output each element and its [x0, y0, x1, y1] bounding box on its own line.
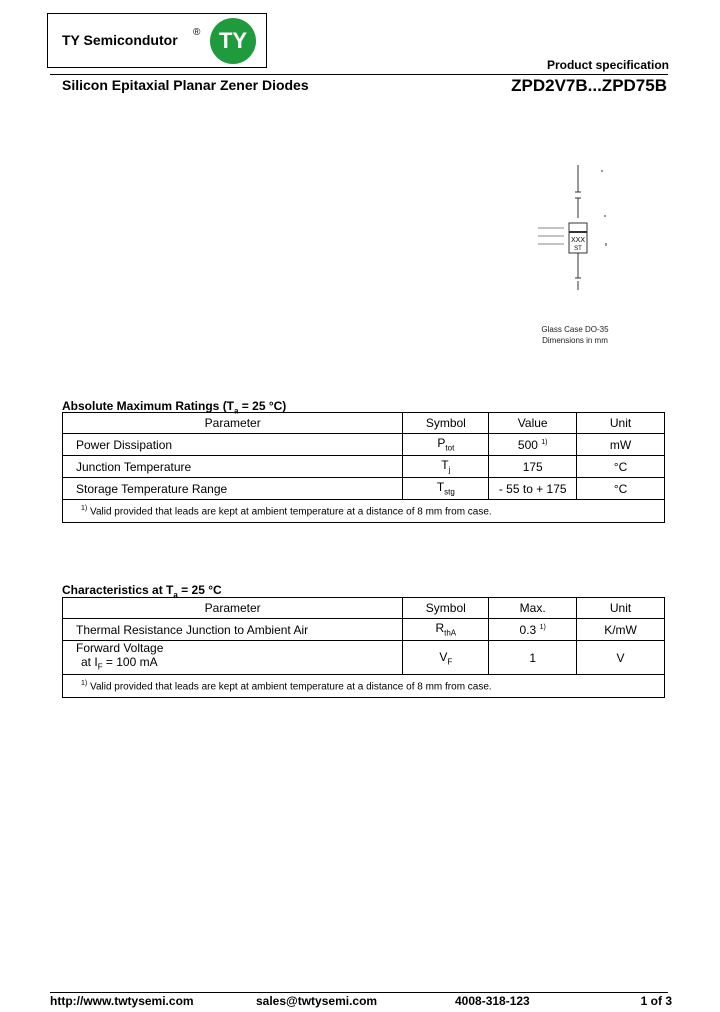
table-note-row	[63, 500, 665, 523]
registered-mark: ®	[193, 27, 201, 38]
symbol-cell: $R_{thA}$	[403, 619, 489, 641]
value-cell: 500 $^{1)}$	[489, 434, 577, 456]
table-footnote: $^{1)}$ Valid provided that leads are kept at ambient temperature at a distance of 8 mm from case.	[63, 675, 665, 698]
footer-website[interactable]: http://www.twtysemi.com	[50, 994, 194, 1008]
package-caption	[520, 324, 630, 346]
symbol-cell: $P_{tot}$	[403, 434, 489, 456]
unit-cell: K/mW	[577, 619, 665, 641]
characteristics-title: Characteristics at $T_a = 25$ °C	[62, 583, 222, 600]
parameter-cell	[63, 641, 403, 675]
company-name: TY Semicondutor	[62, 32, 178, 48]
table-note-row	[63, 675, 665, 698]
table-header-row	[63, 598, 665, 619]
table-footnote: $^{1)}$ Valid provided that leads are kept at ambient temperature at a distance of 8 mm from case.	[63, 500, 665, 523]
value-cell: 175	[489, 456, 577, 478]
symbol-cell: $T_j$	[403, 456, 489, 478]
unit-cell: °C	[577, 456, 665, 478]
parameter-cell: Power Dissipation	[63, 434, 403, 456]
header-symbol: Symbol	[403, 598, 489, 619]
footer-phone: 4008-318-123	[455, 994, 530, 1008]
value-cell: 1	[489, 641, 577, 675]
parameter-cell: Thermal Resistance Junction to Ambient Air	[63, 619, 403, 641]
symbol-cell: $T_{stg}$	[403, 478, 489, 500]
header-divider	[50, 74, 668, 75]
footer-email[interactable]: sales@twtysemi.com	[256, 994, 378, 1008]
table-row	[63, 478, 665, 500]
header-max: Max.	[489, 598, 577, 619]
table-header-row	[63, 413, 665, 434]
marking-label: ST	[574, 246, 582, 252]
table-row	[63, 619, 665, 641]
value-cell: 0.3 $^{1)}$	[489, 619, 577, 641]
header-unit: Unit	[577, 598, 665, 619]
header-parameter: Parameter	[63, 598, 403, 619]
forward-voltage-label: Forward Voltage	[76, 641, 164, 655]
product-specification-label: Product specification	[546, 58, 669, 72]
header-parameter: Parameter	[63, 413, 403, 434]
forward-voltage-condition: at $I_F = 100$ mA	[81, 655, 158, 672]
table-row	[63, 456, 665, 478]
header-value: Value	[489, 413, 577, 434]
parameter-cell: Storage Temperature Range	[63, 478, 403, 500]
package-caption-line1: Glass Case DO-35	[541, 325, 609, 334]
package-caption-line2: Dimensions in mm	[542, 336, 608, 345]
symbol-cell: $V_F$	[403, 641, 489, 675]
unit-cell: mW	[577, 434, 665, 456]
unit-cell: V	[577, 641, 665, 675]
document-title: Silicon Epitaxial Planar Zener Diodes	[62, 77, 309, 93]
abs-max-table	[62, 412, 665, 523]
band-label: XXX	[570, 237, 586, 244]
characteristics-table	[62, 597, 665, 698]
value-cell: - 55 to + 175	[489, 478, 577, 500]
parameter-cell: Junction Temperature	[63, 456, 403, 478]
header-unit: Unit	[577, 413, 665, 434]
do35-package-diagram	[530, 160, 650, 290]
table-row	[63, 641, 665, 675]
part-number-range: ZPD2V7B...ZPD75B	[511, 76, 667, 95]
footer-divider	[50, 992, 668, 993]
abs-max-title: Absolute Maximum Ratings ($T_a = 25$ °C)	[62, 399, 287, 416]
footer-page-number: 1 of 3	[640, 994, 672, 1008]
unit-cell: °C	[577, 478, 665, 500]
company-logo-icon: TY	[210, 18, 256, 64]
table-row	[63, 434, 665, 456]
header-symbol: Symbol	[403, 413, 489, 434]
